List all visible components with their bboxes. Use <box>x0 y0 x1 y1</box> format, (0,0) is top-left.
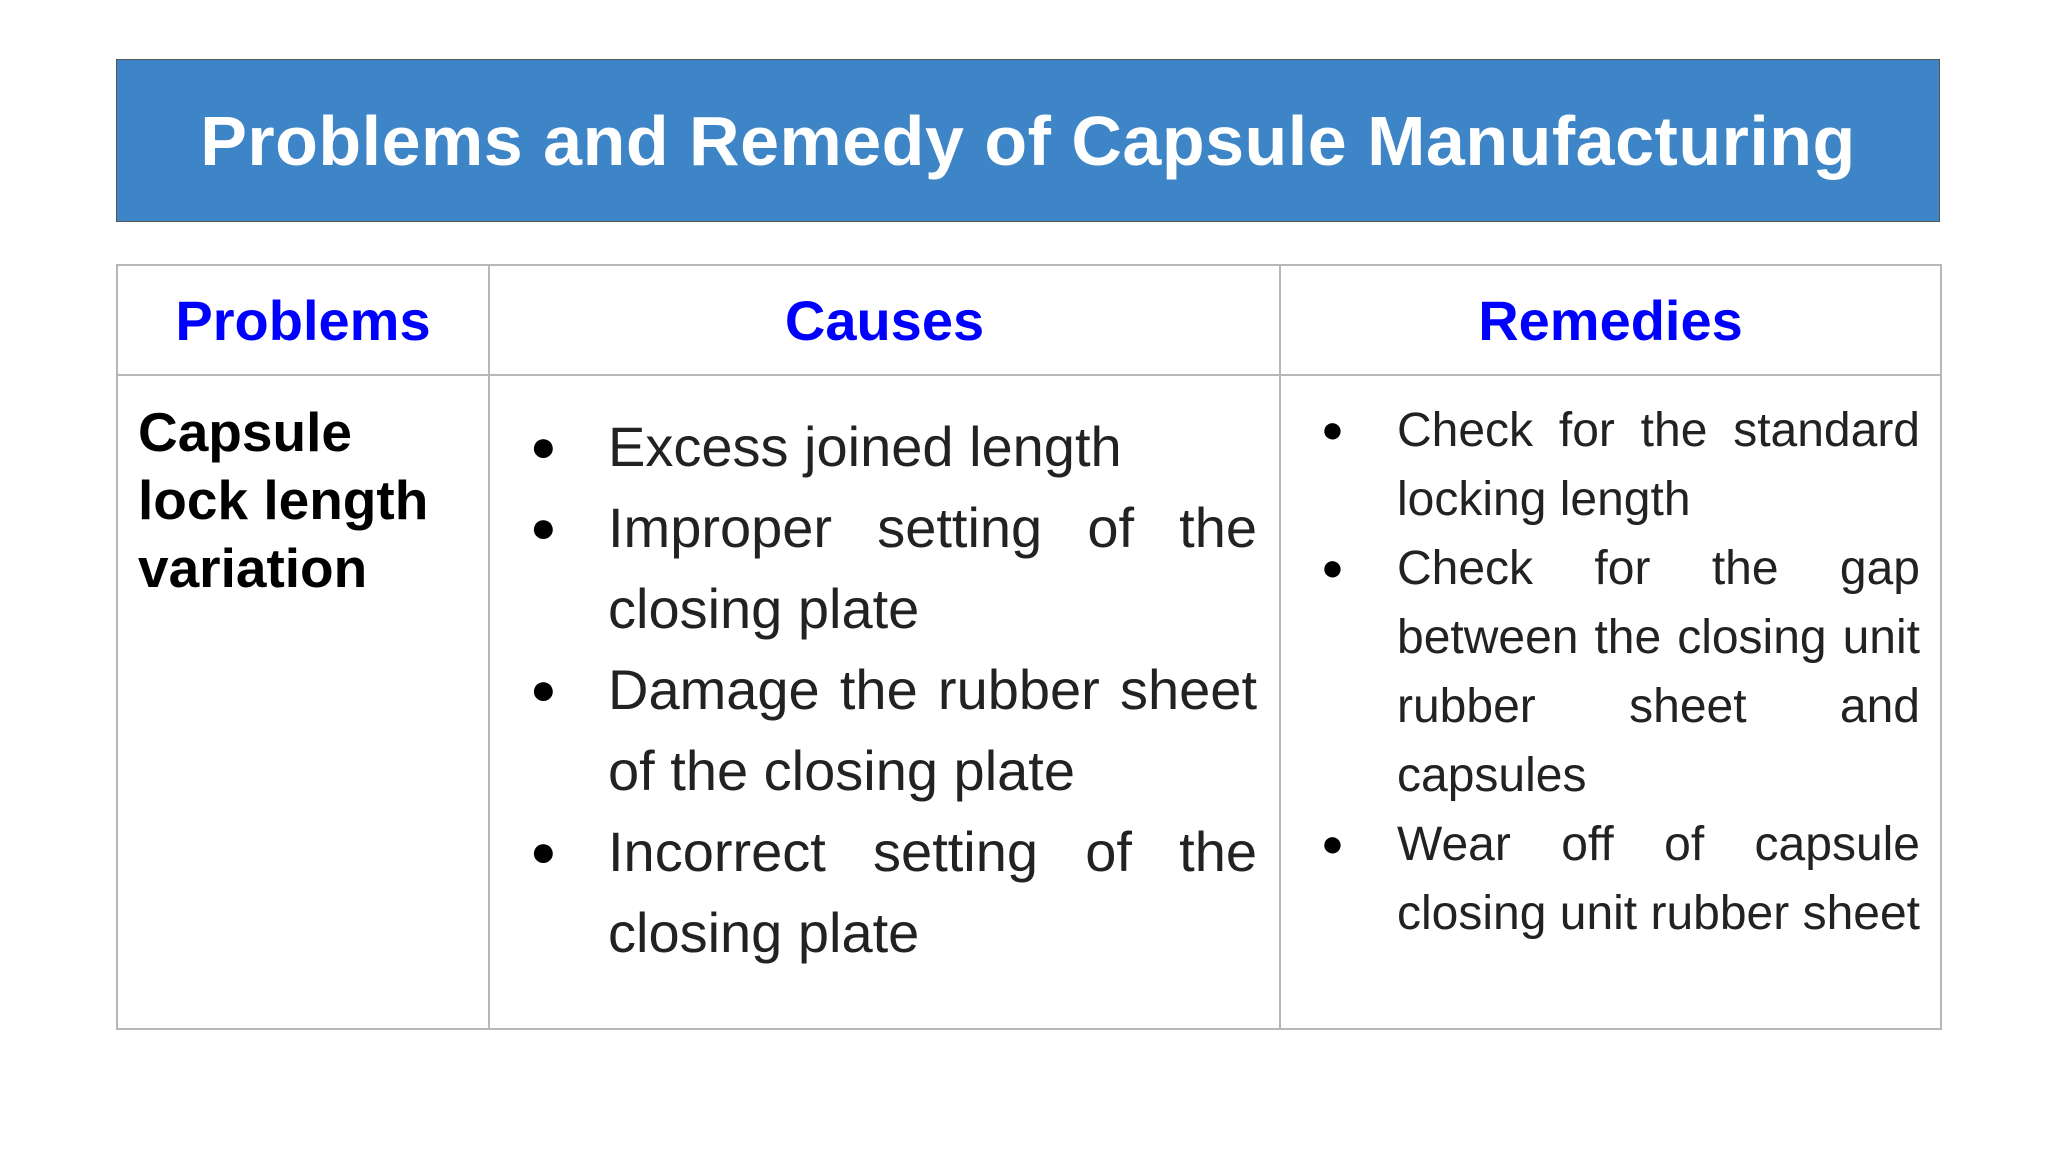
bullet-dot-icon: ● <box>530 503 557 552</box>
list-item <box>530 406 1257 487</box>
bullet-dot-icon: ● <box>1321 547 1344 589</box>
remedy-text: Check for the gap between the closing unit rubber sheet and capsules <box>1397 542 1920 802</box>
header-problems: Problems <box>117 265 489 375</box>
remedy-text: Check for the standard locking length <box>1397 404 1920 526</box>
cause-text: Damage the rubber sheet of the closing plate <box>608 658 1257 802</box>
slide-title: Problems and Remedy of Capsule Manufacturing <box>200 101 1856 180</box>
bullet-dot-icon: ● <box>530 665 557 714</box>
header-causes: Causes <box>489 265 1280 375</box>
list-item <box>530 811 1257 973</box>
list-item <box>1321 534 1920 810</box>
header-remedies: Remedies <box>1280 265 1941 375</box>
cause-text: Incorrect setting of the closing plate <box>608 820 1257 964</box>
problem-text: Capsule lock length variation <box>138 401 429 599</box>
remedies-list <box>1321 396 1920 948</box>
bullet-dot-icon: ● <box>1321 409 1344 451</box>
bullet-dot-icon: ● <box>1321 823 1344 865</box>
bullet-dot-icon: ● <box>530 422 557 471</box>
list-item <box>530 487 1257 649</box>
list-item <box>1321 396 1920 534</box>
cause-text: Excess joined length <box>608 415 1122 478</box>
remedies-cell <box>1280 375 1941 1029</box>
remedy-text: Wear off of capsule closing unit rubber sheet <box>1397 818 1920 940</box>
causes-list <box>530 406 1257 973</box>
problems-table <box>116 264 1942 1030</box>
cause-text: Improper setting of the closing plate <box>608 496 1257 640</box>
bullet-dot-icon: ● <box>530 827 557 876</box>
table-row <box>117 375 1941 1029</box>
list-item <box>530 649 1257 811</box>
causes-cell <box>489 375 1280 1029</box>
title-banner <box>116 59 1940 222</box>
list-item <box>1321 810 1920 948</box>
table-header-row <box>117 265 1941 375</box>
problem-cell <box>117 375 489 1029</box>
